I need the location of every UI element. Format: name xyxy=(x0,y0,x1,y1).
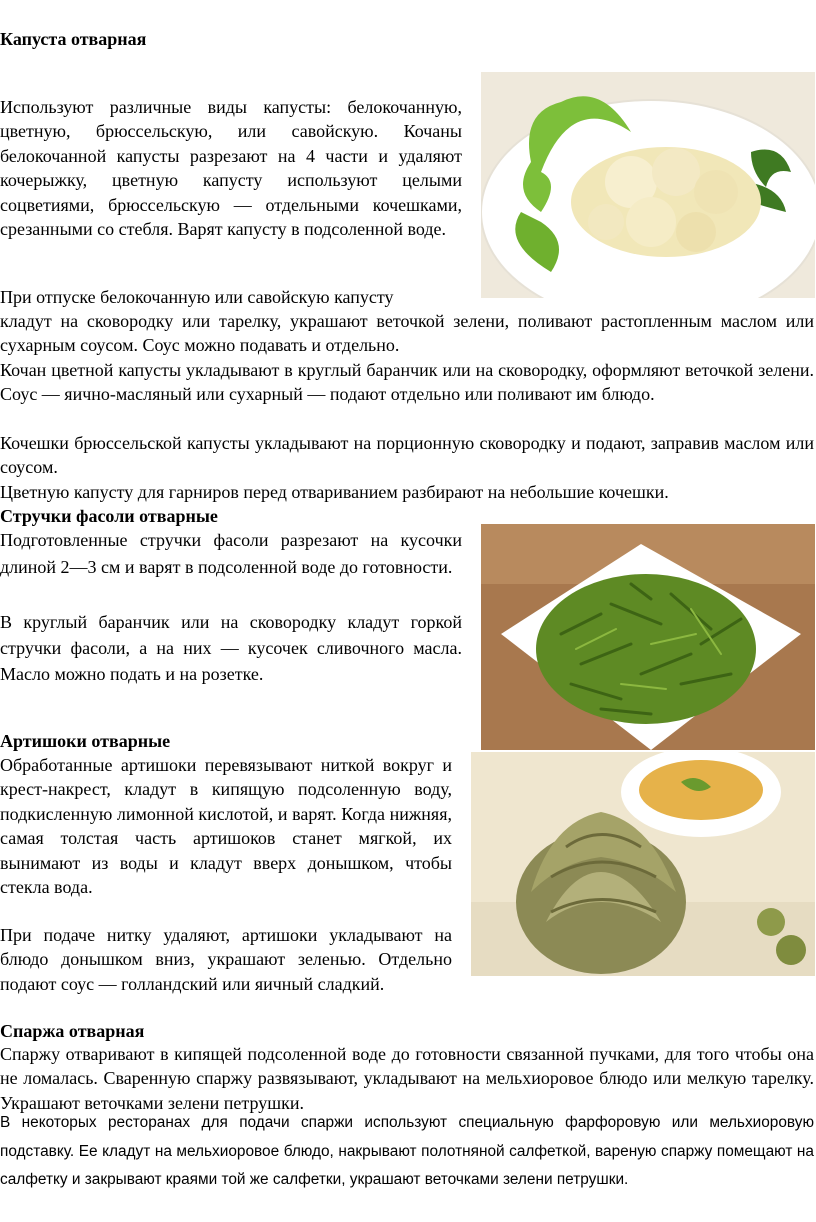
cabbage-title: Капуста отварная xyxy=(0,29,147,49)
cabbage-paragraph-2a: При отпуске белокочанную или савойскую капусту xyxy=(0,287,394,307)
artichoke-photo xyxy=(471,752,815,976)
artichokes-paragraph-1: Обработанные артишоки перевязывают ниткой вокруг и крест-накрест, кладут в кипящую подсоленную воду, подкисленную лимонной кислотой, и варят. Когда нижняя, самая толстая часть артишоков станет мягкой, их вынимают из воды и кладут вверх донышком, чтобы стекла вода. xyxy=(0,755,452,898)
cabbage-paragraph-5: Цветную капусту для гарниров перед отвариванием разбирают на небольшие кочешки. xyxy=(0,482,669,502)
boiled-cabbage-photo xyxy=(481,72,815,298)
cabbage-paragraph-3: Кочан цветной капусты укладывают в круглый баранчик или на сковородку, оформляют веточкой зелени. Соус — яично-масляный или сухарный — подают отдельно или поливают им блюдо. xyxy=(0,360,814,405)
beans-title: Стручки фасоли отварные xyxy=(0,506,218,526)
beans-paragraph-1: Подготовленные стручки фасоли разрезают на кусочки длиной 2—3 см и варят в подсоленной воде до готовности. xyxy=(0,530,462,577)
artichokes-paragraph-2: При подаче нитку удаляют, артишоки укладывают на блюдо донышком вниз, украшают зеленью. Отдельно подают соус — голландский или яичный сладкий. xyxy=(0,925,452,994)
cabbage-paragraph-1: Используют различные виды капусты: белокочанную, цветную, брюссельскую, или савойскую. Кочаны белокочанной капусты разрезают на 4 части и удаляют кочерыжку, цветную капусту используют целыми соцветиями, брюссельскую — отдельными кочешками, срезанными со стебля. Варят капусту в подсоленной воде. xyxy=(0,97,462,240)
cabbage-paragraph-4: Кочешки брюссельской капусты укладывают на порционную сковородку и подают, заправив маслом или соусом. xyxy=(0,433,814,478)
asparagus-paragraph-1: Спаржу отваривают в кипящей подсоленной воде до готовности связанной пучками, для того чтобы она не ломалась. Сваренную спаржу развязывают, укладывают на мельхиоровое блюдо или мелкую тарелку. Украшают веточками зелени петрушки. xyxy=(0,1044,814,1113)
cabbage-paragraph-2b: кладут на сковородку или тарелку, украшают веточкой зелени, поливают растопленным маслом или сухарным соусом. Соус можно подавать и отдельно. xyxy=(0,311,814,356)
asparagus-title: Спаржа отварная xyxy=(0,1021,145,1041)
green-beans-photo xyxy=(481,524,815,750)
beans-paragraph-2: В круглый баранчик или на сковородку кладут горкой стручки фасоли, а на них — кусочек сливочного масла. Масло можно подать и на розетке. xyxy=(0,612,462,684)
artichokes-title: Артишоки отварные xyxy=(0,731,171,751)
asparagus-paragraph-2: В некоторых ресторанах для подачи спаржи используют специальную фарфоровую или мельхиоровую подставку. Ее кладут на мельхиоровое блюдо, накрывают полотняной салфеткой, вареную спаржу помещают на салфетку и закрывают краями той же салфетки, украшают веточками зелени петрушки. xyxy=(0,1114,814,1188)
